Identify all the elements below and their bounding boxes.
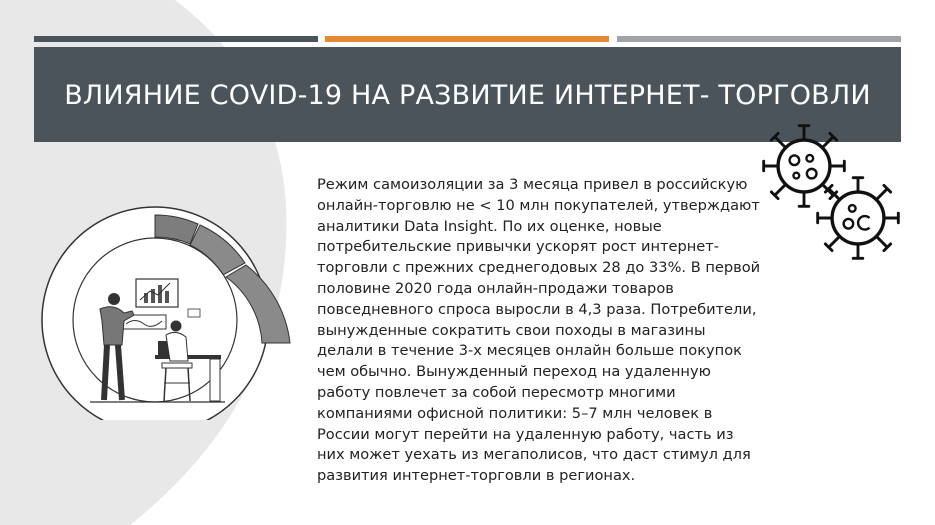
people-working-illustration: [40, 205, 300, 420]
accent-bar-middle: [325, 36, 609, 42]
accent-bar-left: [34, 36, 318, 42]
body-paragraph: Режим самоизоляции за 3 месяца привел в российскую онлайн-торговлю не < 10 млн покупателей, утверждают аналитики Data Insight. По их оценке, новые потребительские привычки ускорят рост интернет-торговли с прежних среднегодовых 28 до 33%. В первой половине 2020 года онлайн-продажи товаров повседневного спроса выросли в 4,3 раза. Потребители, вынужденные сократить свои походы в магазины делали в течение 3-х месяцев онлайн больше покупок чем обычно. Вынужденный переход на удаленную работу повлечет за собой пересмотр многими компаниями офисной политики: 5–7 млн человек в России могут перейти на удаленную работу, часть из них может уехать из мегаполисов, что даст стимул для развития интернет-торговли в регионах.: [317, 176, 761, 485]
virus-icon: [810, 170, 906, 266]
accent-bar-right: [617, 36, 901, 42]
page-title: ВЛИЯНИЕ COVID-19 НА РАЗВИТИЕ ИНТЕРНЕТ- ТОРГОВЛИ: [64, 80, 871, 111]
